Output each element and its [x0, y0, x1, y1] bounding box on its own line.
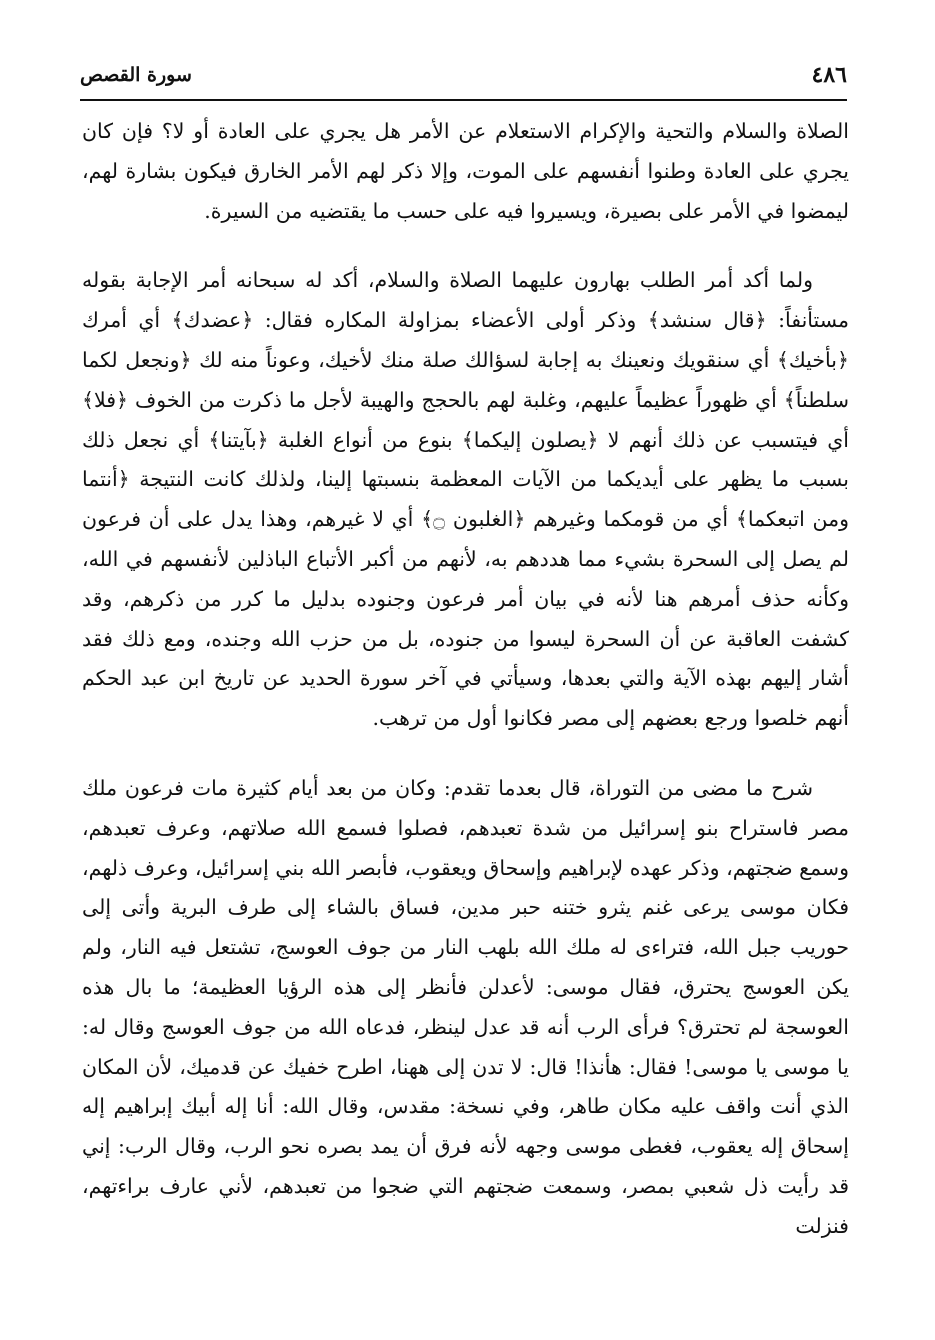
- page-body: [82, 112, 849, 1247]
- header-divider: [80, 99, 847, 101]
- paragraph-1: الصلاة والسلام والتحية والإكرام الاستعلام عن الأمر هل يجري على العادة أو لا؟ فإن كان يجري على العادة وطنوا أنفسهم على الموت، وإلا ذكر لهم الأمر الخارق فيكون بشارة لهم، ليمضوا في الأمر على بصيرة، ويسيروا فيه على حسب ما يقتضيه من السيرة.: [82, 119, 849, 223]
- paragraph-2-text: ولما أكد أمر الطلب بهارون عليهما الصلاة والسلام، أكد له سبحانه أمر الإجابة بقوله مستأنفاً: ﴿قال سنشد﴾ وذكر أولى الأعضاء بمزاولة المكاره فقال: ﴿عضدك﴾ أي أمرك ﴿بأخيك﴾ أي سنقويك ونعينك به إجابة لسؤالك صلة منك لأخيك، وعوناً منه لك ﴿ونجعل لكما سلطناً﴾ أي ظهوراً عظيماً عليهم، وغلبة لهم بالحجج والهيبة لأجل ما ذكرت من الخوف ﴿فلا﴾ أي فيتسبب عن ذلك أنهم لا ﴿يصلون إليكما﴾ بنوع من أنواع الغلبة ﴿بآيتنا﴾ أي نجعل ذلك بسبب ما يظهر على أيديكما من الآيات المعظمة بنسبتها إلينا، ولذلك كانت النتيجة ﴿أنتما ومن اتبعكما﴾ أي من قومكما وغيرهم ﴿الغلبون ۝﴾ أي لا غيرهم، وهذا يدل على أن فرعون لم يصل إلى السحرة بشيء مما هددهم به، لأنهم من أكبر الأتباع الباذلين لأنفسهم في الله، وكأنه حذف أمرهم هنا لأنه في بيان أمر فرعون وجنوده بدليل ما كرر من ذكرهم، وقد كشفت العاقبة عن أن السحرة ليسوا من جنوده، بل من حزب الله وجنده، ومع ذلك فقد أشار إليهم بهذه الآية والتي بعدها، وسيأتي في آخر سورة الحديد عن تاريخ ابن عبد الحكم أنهم خلصوا ورجع بعضهم إلى مصر فكانوا أول من ترهب.: [82, 268, 850, 731]
- page-header: [80, 62, 847, 98]
- paragraph-3: [82, 769, 849, 1247]
- page-number: ٤٨٦: [811, 62, 847, 88]
- paragraph-3-text: شرح ما مضى من التوراة، قال بعدما تقدم: وكان من بعد أيام كثيرة مات فرعون ملك مصر فاستراح بنو إسرائيل من شدة تعبدهم، فصلوا فسمع الله صلاتهم، وعرف تعبدهم، وسمع ضجتهم، وذكر عهده لإبراهيم وإسحاق ويعقوب، فأبصر الله بني إسرائيل، وعرف ذلهم، فكان موسى يرعى غنم يثرو ختنه حبر مدين، فساق بالشاء إلى طرف البرية وأتى إلى حوريب جبل الله، فتراءى له ملك الله بلهب النار من جوف العوسج، تشتعل فيه النار، ولم يكن العوسج يحترق، فقال موسى: لأعدلن فأنظر إلى هذه الرؤيا العظيمة؛ ما بال هذه العوسجة لم تحترق؟ فرأى الرب أنه قد عدل لينظر، فدعاه الله من جوف العوسج وقال له: يا موسى يا موسى! فقال: هأنذا! قال: لا تدن إلى ههنا، اطرح خفيك عن قدميك، لأن المكان الذي أنت واقف عليه مكان طاهر، وفي نسخة: مقدس، وقال الله: أنا إله أبيك إبراهيم إله إسحاق إله يعقوب، فغطى موسى وجهه لأنه فرق أن يمد بصره نحو الرب، وقال الرب: إني قد رأيت ذل شعبي بمصر، وسمعت ضجتهم التي ضجوا من تعبدهم، لأني عارف براءتهم، فنزلت: [82, 775, 849, 1238]
- surah-title: سورة القصص: [80, 64, 192, 86]
- paragraph-2: [82, 261, 849, 739]
